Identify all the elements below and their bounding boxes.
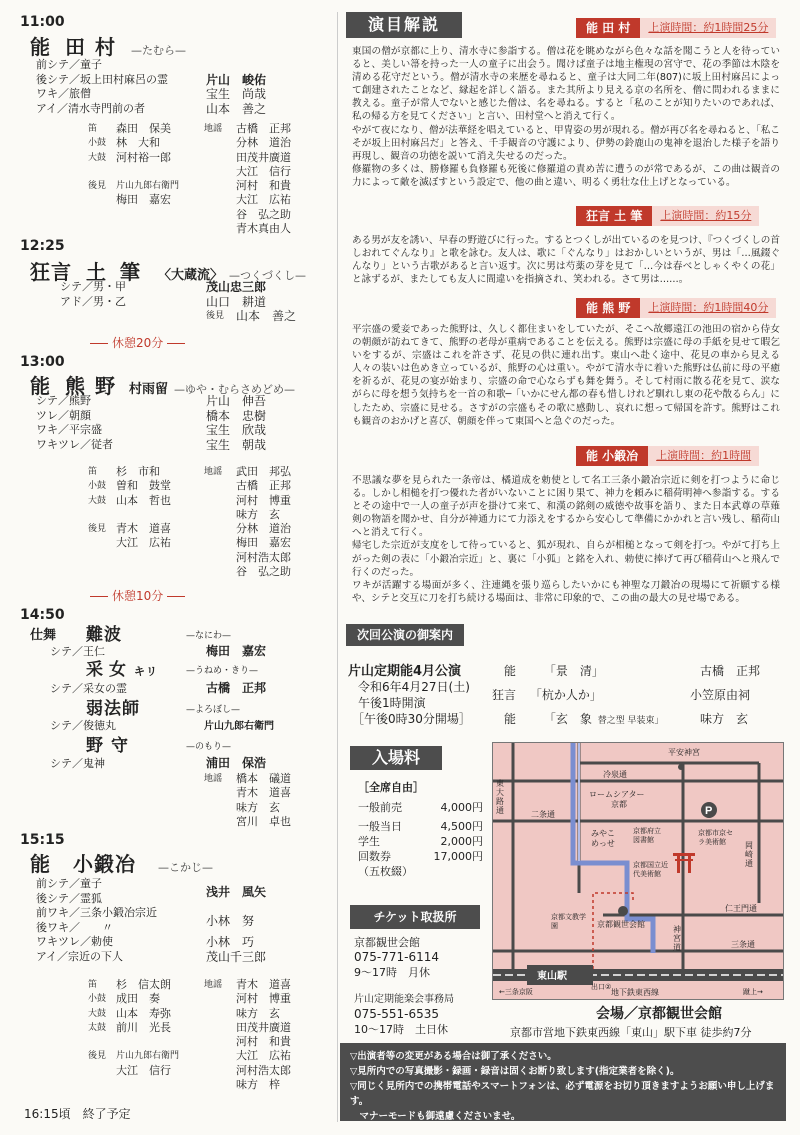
next-item (504, 710, 664, 727)
role-name: アド／男・乙 (60, 294, 126, 308)
chorus-member: 宮川 卓也 (236, 814, 291, 828)
map-label-to-sanjo: ←三条京阪 (499, 988, 533, 996)
next-performance-title: 片山定期能4月公演 (348, 664, 462, 679)
shimai-4-reading: —のもり— (186, 742, 232, 752)
next-item-title: 「景 清」 (543, 664, 604, 678)
role-name: ワキ／平宗盛 (36, 423, 102, 437)
seating-note: ［全席自由］ (358, 781, 424, 794)
next-item-genre: 狂言 (492, 688, 517, 702)
next-date: 令和6年4月27日(土) (358, 680, 470, 694)
shimai-3-title: 弱法師 (86, 699, 140, 719)
chorus-member: 梅田 嘉宏 (236, 536, 291, 550)
ticket-outlet-kanze (354, 935, 439, 980)
kokaji-time: 15:15 (20, 832, 65, 848)
musician: 青木 道喜 (116, 522, 171, 536)
price-row (358, 800, 483, 815)
price-list (358, 800, 483, 879)
chorus-member: 大江 広祐 (236, 1049, 291, 1063)
role-name: アイ／宗近の下人 (36, 949, 124, 963)
chorus-member: 味方 梓 (236, 1078, 280, 1092)
chorus-member: 田茂井廣道 (236, 150, 291, 164)
shimai-genre: 仕舞 (30, 628, 57, 643)
next-item-genre: 能 (504, 712, 517, 726)
chorus-member: 味方 玄 (236, 507, 280, 521)
next-item-genre: 能 (504, 664, 517, 678)
tamura-title (30, 31, 186, 60)
synopsis-tag-kokaji (576, 446, 759, 466)
shimai-2-reading: —うねめ・きり— (186, 666, 259, 676)
instrument: 大鼓 (88, 495, 107, 506)
chorus-member: 橋本 礒道 (236, 772, 291, 785)
tsukuzukushi-roles (60, 280, 320, 324)
koken-name: 山本 善之 (236, 309, 297, 324)
synopsis-body: ある男が友を誘い、早春の野遊びに行った。するとつくしが出ているのを見つけ、『つくづくしの首しおれてぐんなり』と歌を詠む。友人は、歌に「ぐんなり」はおかしいというが、男は「…風錣ぐんなり」という古歌があると言い返す。次に男は芍薬の芽を見て「…今は春べとしゃくやくの花」と詠ずるが、またしても友人に間違いを指摘され、笑われる。さて男は……。 (352, 235, 780, 286)
rohm-text: ローム (589, 790, 613, 799)
shimai-2-name: 采女 (86, 660, 132, 680)
role-name: 前シテ／童子 (36, 877, 102, 890)
role-name: 後ワキ／ 〃 (36, 920, 113, 934)
role-name: 前ワキ／三条小鍛冶宗近 (36, 906, 157, 920)
outlet-tel: 075-551-6535 (354, 1007, 440, 1021)
role-name: ワキツレ／勅使 (36, 935, 113, 949)
chorus-label: 地謡 (204, 980, 223, 990)
tamura-genre: 能 (30, 35, 51, 59)
role-name: ツレ／朝顔 (36, 408, 91, 422)
price-label: （五枚綴） (358, 865, 413, 878)
role-name: ワキ／旅僧 (36, 87, 91, 101)
synopsis-text-yuya (352, 323, 780, 447)
yuya-variant: 村雨留 (129, 382, 169, 397)
synopsis-body: 東国の僧が京都に上り、清水寺に参詣する。僧は花を眺めながら色々な話を聞こうと人を待っていると、美しい箒を持った一人の童子に出会う。聞けば童子は地主権現の宮守で、花の季節は木陰を清める花守だという。僧が清水寺の来歴を尋ねると、童子は大同二年(807)に坂上田村麻呂によって創建されたことなど、縁起を詳しく語る。また其所より見える京の名所を、僧に問われるままに教える。童子が常人でないと感じた僧は、名を尋ねる。すると「私のことが知りたいのであれば、私の帰る方を見てください」と言い、田村堂へと消えて行く。 やがて夜になり、僧が法華経を唱えていると、甲冑姿の男が現れる。僧が再び名を尋ねると、「私こそが坂上田村麻呂だ」と答え、千手観音の守護により、伊勢の鈴鹿山の鬼神を退治した様子を語り再現し、観音の功徳を説いて消え失せるのだった。 修羅物の多くは、勝修羅も負修羅も死後に修羅道の責め苦に遭うのが常であるが、この曲は観音の力によって敵を滅ぼすという設定で、他の曲と違い、明るく勇壮な仕上げとなっている。 (352, 46, 780, 188)
column-divider (337, 12, 338, 1122)
messe-text: めっせ (591, 839, 615, 848)
next-item (504, 662, 604, 679)
musician: 曽和 鼓堂 (116, 479, 171, 493)
parking-label: P (705, 805, 713, 817)
yuya-name: 熊野 (65, 374, 125, 398)
chorus-member: 河村浩太郎 (236, 1063, 291, 1077)
tamura-time: 11:00 (20, 14, 65, 30)
map-label-subway: 地下鉄東西線 (611, 988, 659, 997)
shimai-4-title (86, 731, 136, 756)
role-row (36, 102, 326, 117)
shimai-4-performer: 浦田 保浩 (206, 756, 267, 770)
chorus-member: 河村浩太郎 (236, 550, 291, 564)
outlet-hours: 10～17時 土日休 (354, 1023, 448, 1036)
chorus-member: 味方 玄 (236, 1006, 280, 1020)
synopsis-duration: 上演時間：約1時間40分 (640, 298, 776, 318)
musician: 大江 広祐 (116, 536, 171, 550)
chorus-member: 分林 道治 (236, 136, 291, 150)
venue-name: 会場／京都観世会館 (596, 1006, 722, 1022)
musician: 山本 哲也 (116, 493, 171, 507)
next-door-time: ［午後0時30分開場］ (352, 712, 471, 726)
chorus-label: 地謡 (204, 124, 223, 134)
map-label-heian: 平安神宮 (668, 748, 700, 757)
chorus-member: 河村 博重 (236, 992, 291, 1006)
synopsis-text-kokaji (352, 474, 780, 614)
instrument: 笛 (88, 467, 98, 477)
chorus-member: 青木 道喜 (236, 786, 291, 800)
ticket-outlets-header: チケット取扱所 (350, 905, 480, 929)
next-item-performer: 古橋 正邦 (700, 664, 761, 678)
role-row (36, 58, 326, 73)
instrument: 小鼓 (88, 481, 107, 492)
miyako-text: みやこ (591, 829, 615, 838)
next-item-variant: 替之型 早装束」 (597, 716, 664, 726)
role-performer: 浅井 風矢 (206, 884, 267, 899)
musician: 前川 光長 (116, 1020, 171, 1034)
shimai-2-variant: キリ (134, 665, 158, 678)
map-label-jingu: 神宮道 (673, 925, 681, 952)
note-line: ▽出演者等の変更がある場合は御了承ください。 (350, 1051, 557, 1062)
musician: 片山九郎右衛門 (116, 1051, 180, 1062)
note-line: ▽見所内での写真撮影・録画・録音は固くお断り致します(指定業者を除く)。 (350, 1066, 680, 1077)
price-label: 学生 (358, 835, 380, 848)
shimai-4-name: 野守 (86, 736, 136, 756)
chorus-member: 田茂井廣道 (236, 1020, 291, 1034)
synopsis-body: 平宗盛の愛妾であった熊野は、久しく都住まいをしていたが、そこへ故郷遠江の池田の宿から侍女の朝顔が訪ねてきて、熊野の老母が重病であることを伝える。熊野は宗盛に母の手紙を見せて暇乞いをするが、宗盛はこれを許さず、花見の供に連れ出す。東山へ赴く途中、花見の車から見える人々の装いは色めき立っているが、熊野の心は重い。やがて清水寺に着いた熊野は仏前に母の平癒を祈るが、花見の宴が始まり、宗盛の命で心ならずも舞を舞う。そして村雨に散る花を見て、涙ながらに母を想う気持ちを一首の和歌─「いかにせん都の春も惜しけれど馴れし東の花や散るらん」にしたため、宗盛に見せる。さすがの宗盛もその歌に感動し、哀れに想って帰国を許す。熊野はこれも観音のおかげと喜び、朝顔を伴って東国へと急ぐのだった。 (352, 324, 780, 427)
price-row (358, 849, 483, 864)
chorus-member: 河村 和貴 (236, 1035, 291, 1049)
role-name: 前シテ／童子 (36, 58, 102, 71)
map-label-kyoto: 京都 (611, 800, 627, 809)
synopsis-header: 演目解説 (346, 12, 462, 38)
synopsis-play-name: 能 小鍛冶 (576, 446, 648, 466)
break-20min: 休憩20分 (86, 334, 189, 351)
tamura-roles (36, 58, 326, 116)
chorus-member: 青木真由人 (236, 222, 291, 236)
map-label-station: 東山駅 (537, 971, 567, 982)
synopsis-duration: 上演時間：約1時間 (648, 446, 759, 466)
map-label-nijo: 二条通 (531, 810, 555, 819)
next-item (492, 686, 602, 703)
kokaji-roles (36, 877, 326, 965)
theater-text: シアター (613, 790, 645, 799)
chorus-label: 地謡 (204, 774, 223, 784)
role-performer: 宝生 朝哉 (206, 437, 267, 452)
map-label-national-museum: 京都国立近代美術館 (633, 861, 668, 878)
chorus-member: 谷 弘之助 (236, 565, 291, 579)
koken-label: 後見 (206, 311, 225, 322)
price-label: 一般当日 (358, 820, 402, 833)
map-label-pref-lib: 京都府立図書館 (633, 827, 661, 844)
map-label-bunkyo: 京都文教学園 (551, 913, 586, 930)
instrument: 笛 (88, 980, 98, 990)
kokaji-genre: 能 (30, 852, 51, 876)
price-label: 回数券 (358, 850, 391, 863)
role-performer: 山口 耕道 (206, 294, 267, 309)
synopsis-duration: 上演時間：約15分 (652, 206, 759, 226)
ticket-outlet-office (354, 992, 454, 1037)
role-name: 後シテ／霊狐 (36, 891, 102, 905)
role-performer: 茂山千三郎 (206, 949, 267, 964)
next-item-title: 「杭か人か」 (529, 688, 602, 702)
tamura-reading: —たむら— (131, 44, 186, 57)
synopsis-tag-tamura (576, 18, 776, 38)
outlet-name: 片山定期能楽会事務局 (354, 994, 454, 1005)
chorus-member: 大江 広祐 (236, 193, 291, 207)
chorus-label: 地謡 (204, 467, 223, 477)
outlet-tel: 075-771-6114 (354, 950, 440, 964)
notes-box (340, 1043, 786, 1121)
shimai-3-performer: 片山九郎右衛門 (204, 721, 274, 732)
musician: 成田 奏 (116, 992, 160, 1006)
note-line: ▽同じく見所内での携帯電話やスマートフォンは、必ず電源をお切り頂きますようお願い申し上げます。 (350, 1081, 775, 1107)
shimai-4-role: シテ／鬼神 (50, 757, 105, 770)
chorus-member: 古橋 正邦 (236, 479, 291, 493)
musician: 杉 信太朗 (116, 978, 171, 991)
role-performer: 小林 巧 (206, 935, 255, 950)
chorus-member: 分林 道治 (236, 522, 291, 536)
next-open-time: 午後1時開演 (358, 696, 426, 710)
role-performer: 橋本 忠樹 (206, 408, 267, 423)
yuya-roles (36, 394, 326, 452)
yuya-reading: —ゆや・むらさめどめ— (174, 383, 296, 396)
chorus-member: 青木 道喜 (236, 978, 291, 991)
instrument: 後見 (88, 524, 107, 535)
yuya-time: 13:00 (20, 354, 65, 370)
musician: 片山九郎右衛門 (116, 181, 180, 192)
synopsis-duration: 上演時間：約1時間25分 (640, 18, 776, 38)
map-label-okazaki: 岡崎通 (745, 841, 753, 868)
chorus-member: 大江 信行 (236, 164, 291, 178)
role-performer: 茂山忠三郎 (206, 280, 267, 294)
next-item-performer: 小笠原由祠 (690, 688, 751, 702)
yuya-genre: 能 (30, 374, 51, 398)
price-value: 4,000円 (440, 801, 483, 814)
musician: 大江 信行 (116, 1063, 171, 1077)
musician: 河村裕一郎 (116, 150, 171, 164)
shimai-time: 14:50 (20, 607, 65, 623)
map-label-sanjo: 三条通 (731, 940, 755, 949)
role-performer: 小林 努 (206, 913, 255, 928)
outlet-hours: 9～17時 月休 (354, 966, 430, 979)
end-time: 16:15頃 終了予定 (24, 1107, 131, 1121)
shimai-1-title: 難波 (86, 625, 122, 645)
role-performer: 宝生 尚哉 (206, 87, 267, 102)
instrument: 後見 (88, 1051, 107, 1062)
synopsis-play-name: 能 田 村 (576, 18, 640, 38)
musician: 杉 市和 (116, 465, 160, 478)
outlet-name: 京都観世会館 (354, 936, 420, 949)
instrument: 笛 (88, 124, 98, 134)
next-item-performer: 味方 玄 (700, 712, 749, 726)
role-row (36, 73, 326, 88)
role-performer: 片山 伸吾 (206, 394, 267, 408)
tamura-name: 田村 (65, 35, 125, 59)
instrument: 太鼓 (88, 1022, 107, 1033)
musician: 山本 寿弥 (116, 1006, 171, 1020)
shimai-3-reading: —よろぼし— (186, 705, 241, 715)
kokaji-title (30, 848, 213, 877)
map-label-reizei: 冷泉通 (603, 770, 627, 779)
role-performer: 宝生 欣哉 (206, 423, 267, 438)
map-label-higashioji: 東大路通 (496, 779, 504, 815)
heian-marker-icon (678, 764, 684, 770)
musician: 林 大和 (116, 136, 160, 150)
role-name: シテ／男・甲 (60, 280, 126, 293)
role-name: アイ／清水寺門前の者 (36, 101, 146, 115)
price-value: 4,500円 (440, 820, 483, 833)
break-10min: 休憩10分 (86, 587, 189, 604)
tsukuzukushi-genre: 狂言 (30, 260, 72, 284)
chorus-member: 古橋 正邦 (236, 122, 291, 135)
tsukuzukushi-school: 〈大蔵流〉 (158, 268, 224, 283)
price-row (358, 819, 483, 834)
synopsis-tag-tsukuzukushi (576, 206, 759, 226)
role-performer: 山本 善之 (206, 101, 267, 116)
instrument: 大鼓 (88, 152, 107, 163)
chorus-member: 谷 弘之助 (236, 207, 291, 221)
role-name: 後シテ／坂上田村麻呂の霊 (36, 72, 168, 86)
map-label-miyako-messe (591, 829, 615, 849)
price-row (358, 864, 483, 879)
price-label: 一般前売 (358, 801, 402, 814)
shimai-2-performer: 古橋 正邦 (206, 681, 267, 695)
price-row (358, 834, 483, 849)
musician: 梅田 嘉宏 (116, 193, 171, 207)
chorus-member: 河村 和貴 (236, 179, 291, 193)
venue-marker-icon (618, 906, 628, 916)
venue-map (492, 742, 784, 1000)
synopsis-play-name: 狂言 土 筆 (576, 206, 652, 226)
tsukuzukushi-reading: —つくづくし— (229, 269, 307, 282)
shimai-2-role: シテ／采女の霊 (50, 682, 127, 695)
map-label-to-keage: 蹴上→ (743, 988, 763, 996)
role-row (36, 87, 326, 102)
role-name: ワキツレ／従者 (36, 437, 113, 451)
synopsis-body: 不思議な夢を見られた一条帝は、橘道成を勅使として名工三条小鍛冶宗近に剣を打つように命じる。しかし相槌を打つ優れた者がいないことに困り果て、神力を頼みに稲荷明神へ参詣する。するとその途中で一人の童子が声を掛けて来て、和漢の銘剣の威徳や故事を語り、また日本武尊の草薙剣の物語を聞かせ、自分が神通力にて力添えをするから安心して準備にかかれと言い残し、稲荷山へと消えて行く。 帰宅した宗近が支度をして待っていると、狐が現れ、自らが相槌となって剣を打つ。やがて打ち上がった剣の表に「小鍛冶宗近」と、裏に「小狐」と銘を入れ、勅使に捧げて再び稲荷山へと飛んで行くのだった。 ワキが活躍する場面が多く、注連縄を張り巡らしたいかにも神聖な刀鍛冶の現場にて祈願する様や、シテと交互に刀を打ち続ける場面は、非常に印象的で、この曲の最大の見せ場である。 (352, 475, 780, 604)
shimai-1-role: シテ／王仁 (50, 645, 105, 658)
shimai-1-performer: 梅田 嘉宏 (206, 644, 267, 658)
chorus-member: 武田 邦弘 (236, 465, 291, 478)
synopsis-play-name: 能 熊 野 (576, 298, 640, 318)
chorus-member: 河村 博重 (236, 493, 291, 507)
tsukuzukushi-name: 土筆 (86, 260, 154, 284)
role-performer: 片山 峻佑 (206, 72, 267, 87)
kokaji-reading: —こかじ— (158, 861, 213, 874)
instrument: 大鼓 (88, 1008, 107, 1019)
map-label-modern-art: 京都市京セラ美術館 (698, 829, 733, 846)
role-name: シテ／熊野 (36, 394, 91, 407)
map-label-niomon: 仁王門通 (725, 904, 757, 913)
price-value: 17,000円 (433, 850, 483, 863)
price-value: 2,000円 (440, 835, 483, 848)
instrument: 小鼓 (88, 138, 107, 149)
shimai-1-reading: —なにわ— (186, 631, 232, 641)
access-info: 京都市営地下鉄東西線「東山」駅下車 徒歩約7分 (510, 1026, 752, 1039)
instrument: 小鼓 (88, 994, 107, 1005)
next-item-title: 「玄 象 (543, 712, 592, 726)
instrument: 後見 (88, 181, 107, 192)
synopsis-text-tamura (352, 45, 780, 195)
tsukuzukushi-time: 12:25 (20, 238, 65, 254)
shimai-3-role: シテ／俊徳丸 (50, 719, 116, 732)
kokaji-name: 小鍛冶 (73, 852, 136, 876)
next-performance-header: 次回公演の御案内 (346, 624, 464, 646)
admission-header: 入場料 (350, 746, 442, 770)
musician: 森田 保美 (116, 122, 171, 135)
shimai-2-title (86, 655, 158, 680)
synopsis-tag-yuya (576, 298, 776, 318)
map-label-kanze: 京都観世会館 (597, 920, 645, 929)
chorus-member: 味方 玄 (236, 800, 280, 814)
map-roads (493, 743, 783, 969)
synopsis-text-tsukuzukushi (352, 234, 780, 290)
note-line: マナーモードも御遠慮くださいませ。 (350, 1111, 521, 1122)
map-label-exit2: 出口② (591, 983, 612, 991)
